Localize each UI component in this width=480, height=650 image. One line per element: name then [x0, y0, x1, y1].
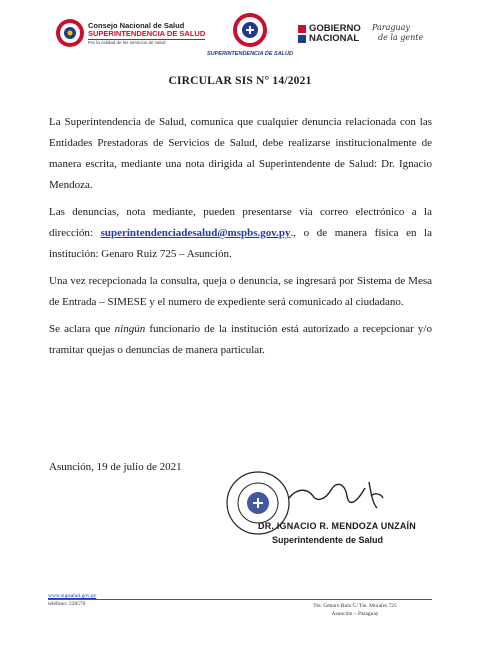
paragraph-2-text-a: Las denuncias, nota mediante, pueden presentarse vía correo electrónico a la dirección: [49, 206, 432, 239]
tagline-de-la-gente: de la gente [378, 32, 424, 42]
cns-slogan: Por la calidad de los servicios de salud [88, 39, 205, 46]
paragraph-3: Una vez recepcionada la consulta, queja o denuncia, se ingresará por Sistema de Mesa de Entrada – SIMESE y el numero de expediente será comunicado al ciudadano. [49, 275, 432, 308]
superintendencia-emblem-icon [232, 12, 268, 48]
superintendencia-logo [200, 12, 300, 57]
paragraph-2-text-b: ., o de manera física en la institución: Genaro Ruiz 725 – Asunción. [49, 227, 432, 260]
paragraph-1: La Superintendencia de Salud, comunica que cualquier denuncia relacionada con las Entidades Prestadoras de Servicios de Salud, debe realizarse institucionalmente de manera escrita, mediante una nota dirigida al Superintendente de Salud: Dr. Ignacio Mendoza. [49, 116, 432, 191]
gobierno-nacional-logo [298, 24, 361, 44]
footer-divider [48, 599, 432, 600]
footer-contact [48, 592, 96, 608]
cns-logo-text [88, 22, 205, 45]
flag-blue-mark [298, 35, 306, 43]
paraguay-tagline [372, 23, 423, 42]
signatory-role: Superintendente de Salud [272, 535, 384, 545]
gobierno-text: GOBIERNO [309, 23, 361, 34]
paragraph-4-text-b: funcionario de la institución está autorizado a recepcionar y/o tramitar quejas o denuncias de manera particular. [49, 323, 432, 356]
paragraph-4-text-a: Se aclara que [49, 323, 115, 335]
letterhead [0, 10, 480, 58]
tagline-paraguay: Paraguay [372, 23, 410, 32]
paragraph-4 [49, 319, 432, 361]
footer-address [280, 602, 430, 618]
flag-red-mark [298, 25, 306, 33]
cns-name: Consejo Nacional de Salud [88, 21, 185, 30]
footer-website-link[interactable]: www.supsalud.gov.py [48, 593, 97, 599]
document-title: CIRCULAR SIS N° 14/2021 [168, 75, 312, 87]
paragraph-4-italic: ningún [114, 323, 146, 335]
nacional-text: NACIONAL [309, 32, 360, 44]
footer-phone: teléfono: 228570 [48, 601, 86, 607]
email-link[interactable]: superintendenciadesalud@mspbs.gov.py [100, 227, 291, 239]
superintendencia-name: SUPERINTENDENCIA DE SALUD [88, 28, 206, 38]
footer-address-line2: Asunción – Paraguay [331, 611, 379, 617]
paragraph-2 [49, 202, 432, 265]
document-date: Asunción, 19 de julio de 2021 [49, 461, 182, 473]
signatory-name: DR. IGNACIO R. MENDOZA UNZAÍN [258, 521, 416, 531]
document-body [49, 112, 432, 367]
national-seal-icon [55, 18, 85, 48]
footer-address-line1: Tte. Genaro Ruiz C/ Tte. Morales 725 [313, 603, 397, 609]
handwritten-signature-icon [285, 478, 385, 514]
superintendencia-logo-text: SUPERINTENDENCIA DE SALUD [207, 51, 293, 57]
